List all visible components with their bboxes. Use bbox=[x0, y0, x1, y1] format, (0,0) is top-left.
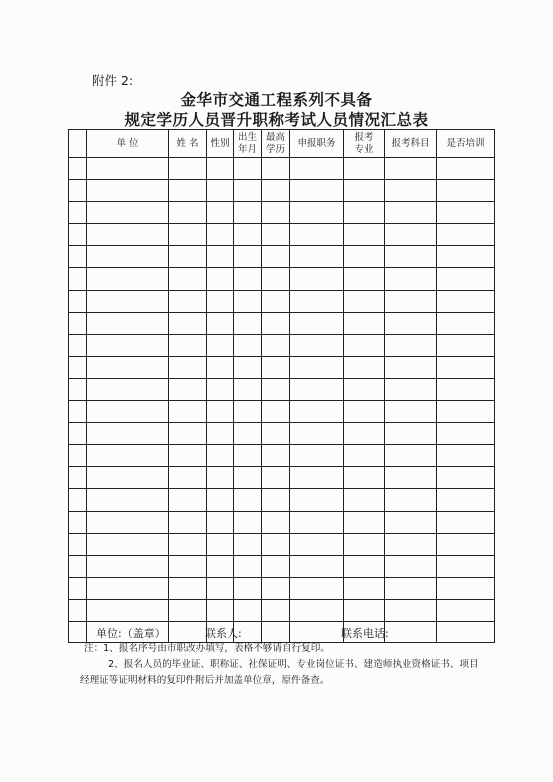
table-cell[interactable] bbox=[69, 268, 87, 290]
table-cell[interactable] bbox=[262, 224, 290, 246]
table-cell[interactable] bbox=[87, 268, 169, 290]
table-cell[interactable] bbox=[437, 467, 495, 489]
table-cell[interactable] bbox=[234, 599, 262, 621]
table-cell[interactable] bbox=[344, 290, 385, 312]
table-cell[interactable] bbox=[207, 555, 234, 577]
table-body bbox=[69, 158, 495, 643]
table-cell[interactable] bbox=[344, 401, 385, 423]
table-cell[interactable] bbox=[207, 423, 234, 445]
table-cell[interactable] bbox=[437, 312, 495, 334]
table-cell[interactable] bbox=[234, 445, 262, 467]
table-row bbox=[69, 334, 495, 356]
table-cell[interactable] bbox=[262, 423, 290, 445]
table-cell[interactable] bbox=[69, 224, 87, 246]
contact-person-label: 联系人: bbox=[205, 627, 242, 640]
table-cell[interactable] bbox=[290, 533, 344, 555]
table-cell[interactable] bbox=[290, 158, 344, 180]
table-cell[interactable] bbox=[437, 577, 495, 599]
table-cell[interactable] bbox=[169, 158, 207, 180]
table-cell[interactable] bbox=[87, 202, 169, 224]
table-cell[interactable] bbox=[344, 312, 385, 334]
table-cell[interactable] bbox=[234, 356, 262, 378]
header-training: 是否培训 bbox=[437, 130, 495, 158]
table-cell[interactable] bbox=[290, 334, 344, 356]
header-gender: 性别 bbox=[207, 130, 234, 158]
table-row bbox=[69, 489, 495, 511]
table-cell[interactable] bbox=[385, 599, 437, 621]
table-cell[interactable] bbox=[169, 312, 207, 334]
note-1: 注：1、报名序号由市职改办填写，表格不够请自行复印。 bbox=[84, 643, 330, 654]
table-cell[interactable] bbox=[262, 312, 290, 334]
header-education-line2: 学历 bbox=[265, 143, 285, 155]
table-cell[interactable] bbox=[262, 180, 290, 202]
table-cell[interactable] bbox=[385, 268, 437, 290]
table-cell[interactable] bbox=[344, 445, 385, 467]
table-cell[interactable] bbox=[344, 158, 385, 180]
table-cell[interactable] bbox=[385, 621, 437, 642]
table-cell[interactable] bbox=[207, 511, 234, 533]
table-cell[interactable] bbox=[344, 577, 385, 599]
contact-phone-label: 联系电话: bbox=[341, 627, 389, 640]
table-cell[interactable] bbox=[290, 577, 344, 599]
header-position: 申报职务 bbox=[290, 130, 344, 158]
table-row bbox=[69, 401, 495, 423]
table-cell[interactable] bbox=[169, 555, 207, 577]
table-cell[interactable] bbox=[262, 246, 290, 268]
table-cell[interactable] bbox=[344, 334, 385, 356]
table-cell[interactable] bbox=[290, 224, 344, 246]
table-cell[interactable] bbox=[169, 489, 207, 511]
header-major-line1: 报考 bbox=[354, 131, 374, 143]
table-cell[interactable] bbox=[290, 202, 344, 224]
table-cell[interactable] bbox=[169, 246, 207, 268]
table-cell[interactable] bbox=[207, 356, 234, 378]
table-cell[interactable] bbox=[234, 180, 262, 202]
table-cell[interactable] bbox=[290, 290, 344, 312]
table-cell[interactable] bbox=[437, 489, 495, 511]
table-cell[interactable] bbox=[69, 555, 87, 577]
table-row bbox=[69, 202, 495, 224]
table-cell[interactable] bbox=[207, 599, 234, 621]
table-cell[interactable] bbox=[290, 180, 344, 202]
table-cell[interactable] bbox=[344, 246, 385, 268]
table-cell[interactable] bbox=[169, 356, 207, 378]
table-cell[interactable] bbox=[87, 533, 169, 555]
table-cell[interactable] bbox=[437, 356, 495, 378]
table-cell[interactable] bbox=[290, 599, 344, 621]
table-cell[interactable] bbox=[385, 180, 437, 202]
table-cell[interactable] bbox=[234, 378, 262, 400]
table-cell[interactable] bbox=[437, 180, 495, 202]
table-cell[interactable] bbox=[344, 356, 385, 378]
table-cell[interactable] bbox=[437, 290, 495, 312]
table-cell[interactable] bbox=[290, 467, 344, 489]
table-cell[interactable] bbox=[87, 401, 169, 423]
table-cell[interactable] bbox=[207, 533, 234, 555]
table-cell[interactable] bbox=[385, 158, 437, 180]
table-cell[interactable] bbox=[87, 312, 169, 334]
table-cell[interactable] bbox=[437, 246, 495, 268]
table-cell[interactable] bbox=[385, 401, 437, 423]
table-cell[interactable] bbox=[290, 401, 344, 423]
table-cell[interactable] bbox=[87, 423, 169, 445]
table-cell[interactable] bbox=[69, 533, 87, 555]
table-cell[interactable] bbox=[290, 312, 344, 334]
table-cell[interactable] bbox=[234, 312, 262, 334]
header-major-line2: 专业 bbox=[354, 143, 374, 155]
header-birth bbox=[234, 130, 262, 158]
table-cell[interactable] bbox=[385, 467, 437, 489]
note-2-line1: 2、报名人员的毕业证、职称证、社保证明、专业岗位证书、建造师执业资格证书、项目 bbox=[108, 659, 479, 670]
table-cell[interactable] bbox=[344, 555, 385, 577]
table-cell[interactable] bbox=[69, 290, 87, 312]
table-cell[interactable] bbox=[344, 423, 385, 445]
table-row bbox=[69, 224, 495, 246]
table-cell[interactable] bbox=[69, 401, 87, 423]
title-line-2: 规定学历人员晋升职称考试人员情况汇总表 bbox=[124, 111, 429, 129]
header-name: 姓 名 bbox=[169, 130, 207, 158]
table-cell[interactable] bbox=[169, 290, 207, 312]
table-cell[interactable] bbox=[87, 577, 169, 599]
table-cell[interactable] bbox=[207, 158, 234, 180]
table-cell[interactable] bbox=[87, 290, 169, 312]
table-cell[interactable] bbox=[234, 467, 262, 489]
table-row bbox=[69, 268, 495, 290]
table-cell[interactable] bbox=[69, 246, 87, 268]
note-2-line2: 经理证等证明材料的复印件附后并加盖单位章，原件备查。 bbox=[80, 675, 330, 686]
table-cell[interactable] bbox=[290, 445, 344, 467]
table-cell[interactable] bbox=[262, 555, 290, 577]
table-cell[interactable] bbox=[290, 356, 344, 378]
table-cell[interactable] bbox=[385, 356, 437, 378]
table-cell[interactable] bbox=[169, 511, 207, 533]
table-cell[interactable] bbox=[207, 180, 234, 202]
table-cell[interactable] bbox=[207, 224, 234, 246]
table-cell[interactable] bbox=[344, 467, 385, 489]
table-cell[interactable] bbox=[169, 334, 207, 356]
table-cell[interactable] bbox=[87, 378, 169, 400]
table-cell[interactable] bbox=[437, 224, 495, 246]
table-header-row bbox=[69, 130, 495, 158]
table-cell[interactable] bbox=[69, 599, 87, 621]
table-cell[interactable] bbox=[385, 290, 437, 312]
table-row bbox=[69, 378, 495, 400]
table-cell[interactable] bbox=[385, 445, 437, 467]
table-cell[interactable] bbox=[69, 489, 87, 511]
table-cell[interactable] bbox=[385, 312, 437, 334]
title-line-1: 金华市交通工程系列不具备 bbox=[180, 91, 373, 109]
table-cell[interactable] bbox=[87, 467, 169, 489]
table-cell[interactable] bbox=[169, 378, 207, 400]
table-row bbox=[69, 158, 495, 180]
table-cell[interactable] bbox=[385, 378, 437, 400]
table-cell[interactable] bbox=[87, 334, 169, 356]
table-cell[interactable] bbox=[207, 577, 234, 599]
table-row bbox=[69, 246, 495, 268]
table-cell[interactable] bbox=[87, 599, 169, 621]
table-cell[interactable] bbox=[262, 511, 290, 533]
table-cell[interactable] bbox=[385, 511, 437, 533]
table-cell[interactable] bbox=[87, 224, 169, 246]
table-cell[interactable] bbox=[290, 246, 344, 268]
table-cell[interactable] bbox=[344, 533, 385, 555]
table-cell[interactable] bbox=[234, 158, 262, 180]
table-row bbox=[69, 577, 495, 599]
table-cell[interactable] bbox=[69, 158, 87, 180]
table-cell[interactable] bbox=[87, 445, 169, 467]
table-cell[interactable] bbox=[69, 334, 87, 356]
table-cell[interactable] bbox=[234, 423, 262, 445]
table-cell[interactable] bbox=[437, 334, 495, 356]
table-row bbox=[69, 599, 495, 621]
table-cell[interactable] bbox=[262, 445, 290, 467]
table-cell[interactable] bbox=[169, 577, 207, 599]
table-cell[interactable] bbox=[437, 445, 495, 467]
table-cell[interactable] bbox=[207, 268, 234, 290]
table-cell[interactable] bbox=[262, 533, 290, 555]
table-cell[interactable] bbox=[437, 268, 495, 290]
table-cell[interactable] bbox=[234, 268, 262, 290]
table-cell[interactable] bbox=[207, 312, 234, 334]
summary-table bbox=[68, 129, 495, 643]
table-cell[interactable] bbox=[290, 511, 344, 533]
table-cell[interactable] bbox=[169, 202, 207, 224]
table-cell[interactable] bbox=[234, 334, 262, 356]
table-cell[interactable] bbox=[437, 555, 495, 577]
table-cell[interactable] bbox=[169, 599, 207, 621]
table-cell[interactable] bbox=[207, 378, 234, 400]
table-cell[interactable] bbox=[169, 401, 207, 423]
table-cell[interactable] bbox=[69, 202, 87, 224]
table-cell[interactable] bbox=[437, 158, 495, 180]
table-cell[interactable] bbox=[262, 378, 290, 400]
table-cell[interactable] bbox=[344, 511, 385, 533]
table-cell[interactable] bbox=[234, 290, 262, 312]
table-cell[interactable] bbox=[344, 180, 385, 202]
table-cell[interactable] bbox=[262, 334, 290, 356]
table-cell[interactable] bbox=[87, 555, 169, 577]
table-cell[interactable] bbox=[290, 268, 344, 290]
table-cell[interactable] bbox=[437, 378, 495, 400]
table-row bbox=[69, 533, 495, 555]
table-cell[interactable] bbox=[290, 378, 344, 400]
table-cell[interactable] bbox=[385, 334, 437, 356]
table-cell[interactable] bbox=[290, 423, 344, 445]
table-cell[interactable] bbox=[385, 555, 437, 577]
table-cell[interactable] bbox=[385, 533, 437, 555]
table-cell[interactable] bbox=[69, 577, 87, 599]
table-cell[interactable] bbox=[207, 445, 234, 467]
table-cell[interactable] bbox=[385, 577, 437, 599]
header-subject: 报考科目 bbox=[385, 130, 437, 158]
table-cell[interactable] bbox=[87, 158, 169, 180]
table-cell[interactable] bbox=[169, 180, 207, 202]
table-cell[interactable] bbox=[290, 555, 344, 577]
table-cell[interactable] bbox=[437, 599, 495, 621]
table-cell[interactable] bbox=[437, 423, 495, 445]
table-row bbox=[69, 312, 495, 334]
table-row bbox=[69, 423, 495, 445]
table-cell[interactable] bbox=[207, 202, 234, 224]
table-cell[interactable] bbox=[69, 356, 87, 378]
table-cell[interactable] bbox=[207, 489, 234, 511]
table-cell[interactable] bbox=[169, 445, 207, 467]
table-cell[interactable] bbox=[169, 533, 207, 555]
table-cell[interactable] bbox=[262, 268, 290, 290]
table-cell[interactable] bbox=[437, 202, 495, 224]
table-row bbox=[69, 467, 495, 489]
table-cell[interactable] bbox=[234, 555, 262, 577]
table-cell[interactable] bbox=[262, 489, 290, 511]
table-cell[interactable] bbox=[344, 202, 385, 224]
table-cell[interactable] bbox=[437, 401, 495, 423]
table-cell[interactable] bbox=[262, 356, 290, 378]
table-row bbox=[69, 180, 495, 202]
table-cell[interactable] bbox=[344, 378, 385, 400]
table-cell[interactable] bbox=[385, 224, 437, 246]
contact-line bbox=[96, 625, 389, 641]
table-cell[interactable] bbox=[262, 401, 290, 423]
table-cell[interactable] bbox=[87, 180, 169, 202]
header-education bbox=[262, 130, 290, 158]
table-cell[interactable] bbox=[262, 577, 290, 599]
table-cell[interactable] bbox=[207, 290, 234, 312]
table-cell[interactable] bbox=[207, 334, 234, 356]
table-cell[interactable] bbox=[87, 489, 169, 511]
table-cell[interactable] bbox=[69, 312, 87, 334]
attachment-label: 附件 2: bbox=[92, 73, 134, 88]
notes-section bbox=[80, 641, 496, 689]
table-cell[interactable] bbox=[385, 246, 437, 268]
table-cell[interactable] bbox=[262, 290, 290, 312]
table-cell[interactable] bbox=[69, 511, 87, 533]
table-row bbox=[69, 511, 495, 533]
table-cell[interactable] bbox=[234, 577, 262, 599]
table-cell[interactable] bbox=[344, 599, 385, 621]
table-cell[interactable] bbox=[207, 246, 234, 268]
table-cell[interactable] bbox=[87, 511, 169, 533]
table-cell[interactable] bbox=[262, 599, 290, 621]
header-birth-line1: 出生 bbox=[237, 131, 257, 143]
table-cell[interactable] bbox=[207, 401, 234, 423]
table-cell[interactable] bbox=[169, 423, 207, 445]
table-cell[interactable] bbox=[69, 423, 87, 445]
header-education-line1: 最高 bbox=[265, 131, 285, 143]
table-cell[interactable] bbox=[344, 268, 385, 290]
unit-seal-label: 单位:（盖章） bbox=[96, 627, 166, 640]
table-cell[interactable] bbox=[234, 224, 262, 246]
table-cell[interactable] bbox=[290, 489, 344, 511]
table-cell[interactable] bbox=[169, 224, 207, 246]
table-cell[interactable] bbox=[385, 202, 437, 224]
table-cell[interactable] bbox=[437, 621, 495, 642]
table-cell[interactable] bbox=[344, 224, 385, 246]
table-row bbox=[69, 356, 495, 378]
table-cell[interactable] bbox=[69, 467, 87, 489]
table-cell[interactable] bbox=[207, 467, 234, 489]
table-cell[interactable] bbox=[344, 489, 385, 511]
table-cell[interactable] bbox=[169, 467, 207, 489]
table-cell[interactable] bbox=[385, 489, 437, 511]
table-cell[interactable] bbox=[87, 246, 169, 268]
table-cell[interactable] bbox=[234, 401, 262, 423]
header-major bbox=[344, 130, 385, 158]
table-cell[interactable] bbox=[69, 445, 87, 467]
table-row bbox=[69, 555, 495, 577]
table-cell[interactable] bbox=[234, 511, 262, 533]
table-cell[interactable] bbox=[262, 202, 290, 224]
table-row bbox=[69, 290, 495, 312]
header-index bbox=[69, 130, 87, 158]
table-cell[interactable] bbox=[262, 467, 290, 489]
table-cell[interactable] bbox=[169, 268, 207, 290]
table-cell[interactable] bbox=[234, 489, 262, 511]
table-row bbox=[69, 445, 495, 467]
table-cell[interactable] bbox=[234, 533, 262, 555]
table-cell[interactable] bbox=[385, 423, 437, 445]
table-cell[interactable] bbox=[437, 533, 495, 555]
table-cell[interactable] bbox=[262, 158, 290, 180]
table-cell[interactable] bbox=[69, 378, 87, 400]
table-cell[interactable] bbox=[69, 180, 87, 202]
table-cell[interactable] bbox=[69, 621, 87, 642]
header-birth-line2: 年月 bbox=[237, 143, 257, 155]
table-cell[interactable] bbox=[87, 356, 169, 378]
table-cell[interactable] bbox=[234, 202, 262, 224]
header-unit: 单 位 bbox=[87, 130, 169, 158]
table-cell[interactable] bbox=[234, 246, 262, 268]
table-cell[interactable] bbox=[437, 511, 495, 533]
